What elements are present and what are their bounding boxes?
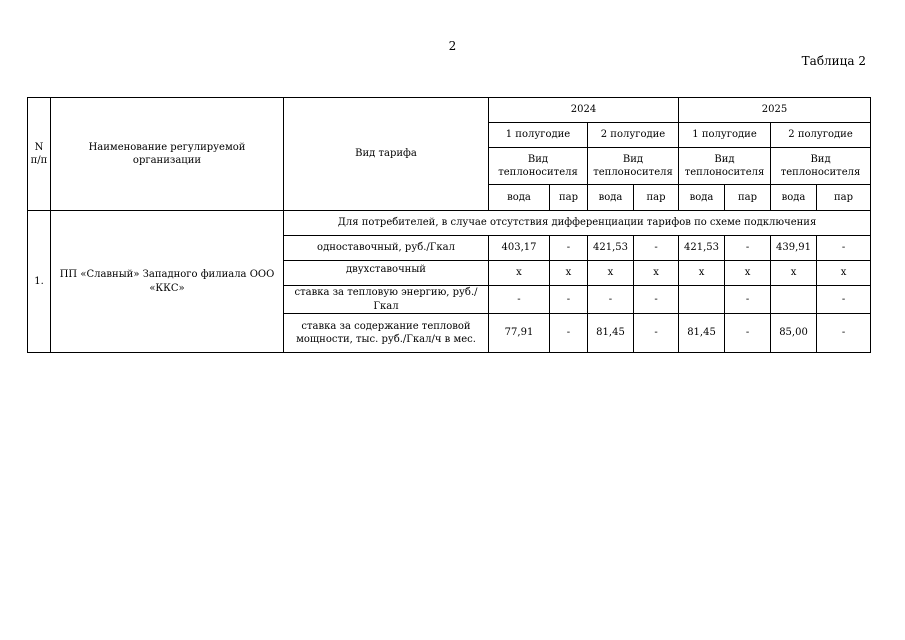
organization-name: ПП «Славный» Западного филиала ООО «ККС» <box>51 211 284 353</box>
header-carrier: вода <box>771 185 817 211</box>
tariff-value: x <box>489 261 550 286</box>
header-carrier-type: Вид теплоносителя <box>679 148 771 185</box>
tariff-value: - <box>588 286 634 314</box>
tariff-value: x <box>634 261 679 286</box>
header-organization: Наименование регулируемой организации <box>51 98 284 211</box>
tariff-value: - <box>550 286 588 314</box>
header-half: 2 полугодие <box>588 123 679 148</box>
tariff-name: двухставочный <box>284 261 489 286</box>
tariff-value: 439,91 <box>771 236 817 261</box>
header-year-2024: 2024 <box>489 98 679 123</box>
tariff-value <box>771 286 817 314</box>
header-half: 1 полугодие <box>679 123 771 148</box>
tariff-table <box>27 97 871 353</box>
header-carrier: вода <box>489 185 550 211</box>
tariff-value: x <box>817 261 871 286</box>
tariff-value: - <box>550 236 588 261</box>
tariff-value <box>679 286 725 314</box>
page-number: 2 <box>448 39 457 53</box>
tariff-value: x <box>550 261 588 286</box>
tariff-value: - <box>634 236 679 261</box>
tariff-name: одноставочный, руб./Гкал <box>284 236 489 261</box>
tariff-value: - <box>489 286 550 314</box>
header-carrier: пар <box>817 185 871 211</box>
tariff-value: - <box>725 286 771 314</box>
tariff-name: ставка за тепловую энергию, руб./Гкал <box>284 286 489 314</box>
tariff-value: x <box>725 261 771 286</box>
tariff-value: - <box>817 236 871 261</box>
table-label: Таблица 2 <box>801 54 866 68</box>
tariff-value: - <box>634 286 679 314</box>
header-year-2025: 2025 <box>679 98 871 123</box>
header-half: 1 полугодие <box>489 123 588 148</box>
header-half: 2 полугодие <box>771 123 871 148</box>
header-carrier: пар <box>550 185 588 211</box>
tariff-value: 421,53 <box>679 236 725 261</box>
tariff-value: x <box>679 261 725 286</box>
tariff-value: 421,53 <box>588 236 634 261</box>
tariff-name: ставка за содержание тепловой мощности, тыс. руб./Гкал/ч в мес. <box>284 314 489 353</box>
tariff-value: 403,17 <box>489 236 550 261</box>
tariff-value: 81,45 <box>588 314 634 353</box>
tariff-value: - <box>725 236 771 261</box>
tariff-value: - <box>725 314 771 353</box>
section-title: Для потребителей, в случае отсутствия дифференциации тарифов по схеме подключения <box>284 211 871 236</box>
header-num: N п/п <box>28 98 51 211</box>
header-tariff-type: Вид тарифа <box>284 98 489 211</box>
tariff-value: x <box>771 261 817 286</box>
tariff-value: 85,00 <box>771 314 817 353</box>
tariff-value: - <box>817 286 871 314</box>
header-carrier-type: Вид теплоносителя <box>588 148 679 185</box>
tariff-value: 81,45 <box>679 314 725 353</box>
header-carrier-type: Вид теплоносителя <box>489 148 588 185</box>
header-carrier: вода <box>588 185 634 211</box>
header-carrier: вода <box>679 185 725 211</box>
tariff-value: - <box>550 314 588 353</box>
header-carrier-type: Вид теплоносителя <box>771 148 871 185</box>
header-carrier: пар <box>725 185 771 211</box>
row-number: 1. <box>28 211 51 353</box>
tariff-value: x <box>588 261 634 286</box>
tariff-value: - <box>817 314 871 353</box>
header-carrier: пар <box>634 185 679 211</box>
tariff-value: 77,91 <box>489 314 550 353</box>
tariff-value: - <box>634 314 679 353</box>
